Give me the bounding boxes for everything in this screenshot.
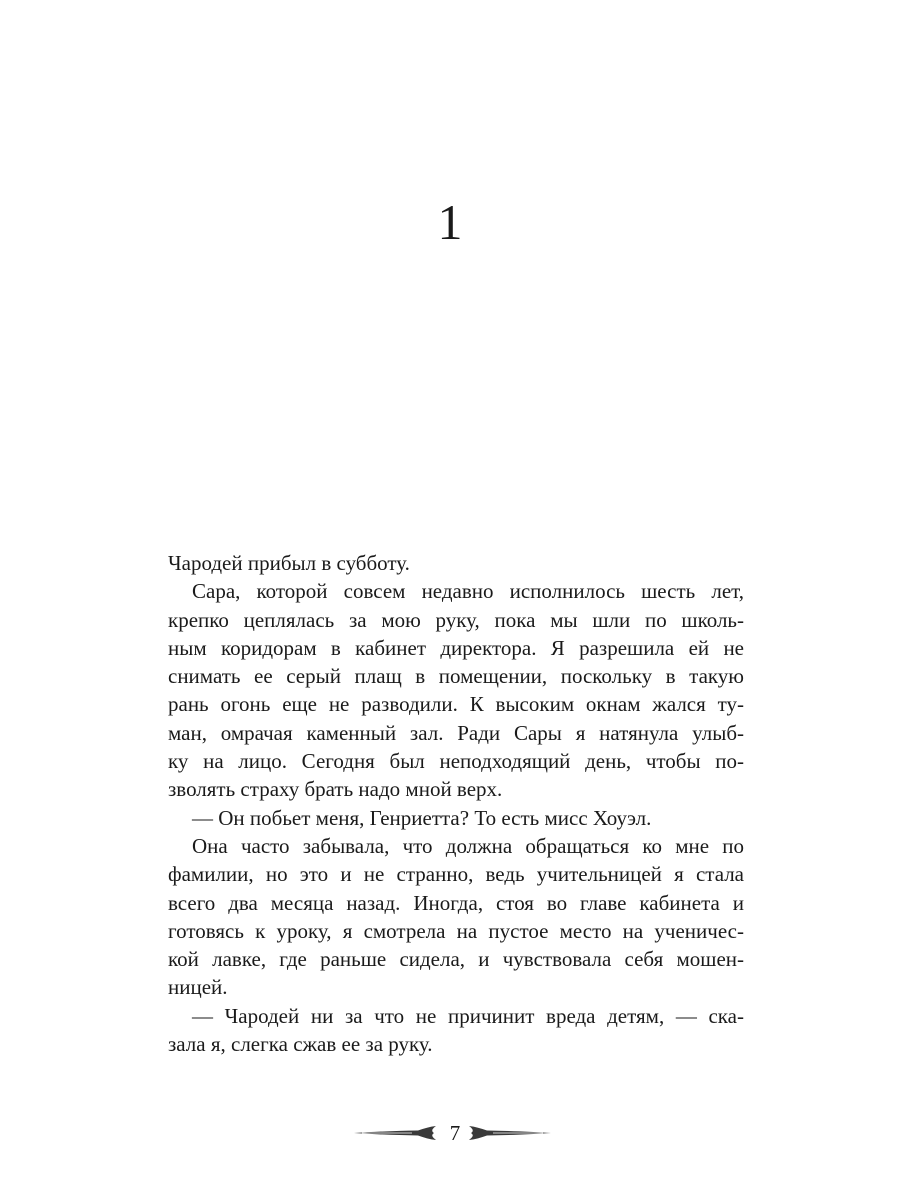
page-number: 7 xyxy=(449,1121,461,1145)
text-line: готовясь к уроку, я смотрела на пустое место на ученичес- xyxy=(168,918,744,943)
text-line: Сара, которой совсем недавно исполнилось шесть лет, xyxy=(192,579,744,604)
text-line: рань огонь еще не разводили. К высоким окнам жался ту- xyxy=(168,692,744,717)
body-text xyxy=(168,549,744,1058)
text-line: — Чародей ни за что не причинит вреда детям, — ска- xyxy=(192,1003,744,1028)
text-line: зала я, слегка сжав ее за руку. xyxy=(168,1032,433,1057)
text-line: зволять страху брать надо мной верх. xyxy=(168,777,503,802)
right-ornament-icon xyxy=(467,1125,553,1141)
text-line: фамилии, но это и не странно, ведь учительницей я стала xyxy=(168,862,744,887)
text-line: Она часто забывала, что должна обращаться ко мне по xyxy=(192,833,744,858)
page-footer xyxy=(0,1117,900,1151)
text-line: ницей. xyxy=(168,975,228,1000)
text-line: ным коридорам в кабинет директора. Я разрешила ей не xyxy=(168,635,744,660)
text-line: Чародей прибыл в субботу. xyxy=(168,551,410,575)
text-line: ман, омрачая каменный зал. Ради Сары я натянула улыб- xyxy=(168,720,744,745)
chapter-number: 1 xyxy=(437,194,463,250)
text-line: всего два месяца назад. Иногда, стоя во главе кабинета и xyxy=(168,890,744,915)
text-line: снимать ее серый плащ в помещении, поскольку в такую xyxy=(168,664,744,689)
text-line: — Он побьет меня, Генриетта? То есть мисс Хоуэл. xyxy=(192,805,652,830)
left-ornament-icon xyxy=(352,1125,438,1141)
text-line: крепко цеплялась за мою руку, пока мы шли по школь- xyxy=(168,607,744,632)
text-line: ку на лицо. Сегодня был неподходящий день, чтобы по- xyxy=(168,749,744,774)
text-line: кой лавке, где раньше сидела, и чувствовала себя мошен- xyxy=(168,947,744,972)
